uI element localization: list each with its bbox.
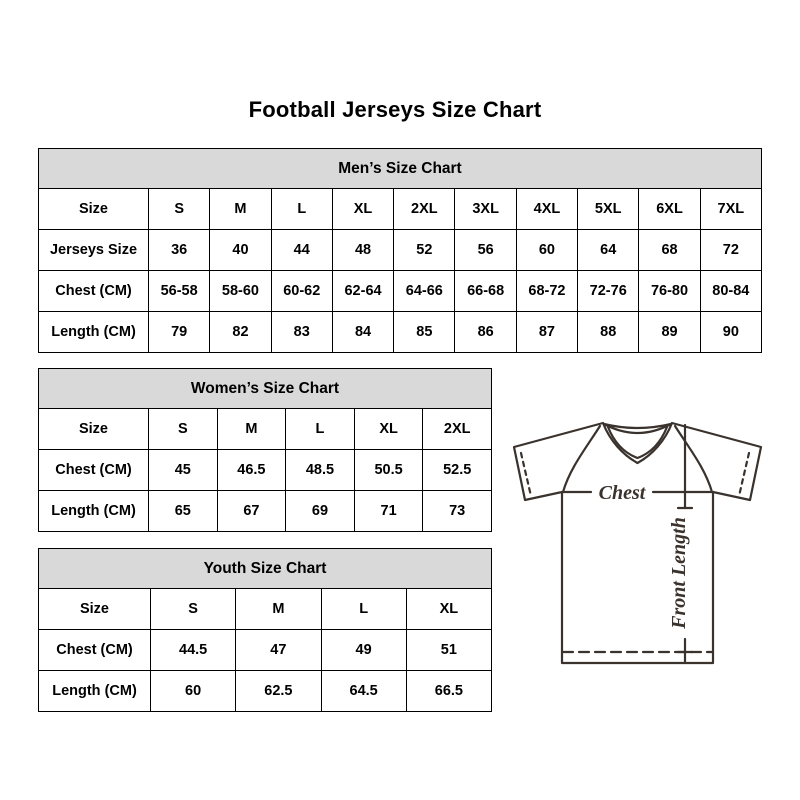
- front-length-measure-label: Front Length: [668, 517, 690, 629]
- table-cell: L: [321, 589, 406, 630]
- table-row: [39, 189, 762, 230]
- table-title: Youth Size Chart: [39, 549, 492, 589]
- table-cell: L: [286, 409, 355, 450]
- table-cell: S: [149, 189, 210, 230]
- table-cell: 65: [149, 491, 218, 532]
- youth-size-table: [38, 548, 492, 712]
- row-header-cell: Size: [39, 189, 149, 230]
- table-cell: 45: [149, 450, 218, 491]
- table-cell: 68-72: [516, 271, 577, 312]
- table-cell: 73: [423, 491, 492, 532]
- table-cell: 47: [236, 630, 321, 671]
- mens-size-table: [38, 148, 762, 353]
- row-header-cell: Chest (CM): [39, 630, 151, 671]
- table-cell: 79: [149, 312, 210, 353]
- table-cell: 62-64: [332, 271, 393, 312]
- table-cell: XL: [406, 589, 491, 630]
- table-cell: 64: [578, 230, 639, 271]
- womens-size-table: [38, 368, 492, 532]
- table-cell: 50.5: [354, 450, 423, 491]
- table-row: [39, 450, 492, 491]
- table-row: [39, 630, 492, 671]
- table-cell: 87: [516, 312, 577, 353]
- table-cell: 46.5: [217, 450, 286, 491]
- table-row: [39, 230, 762, 271]
- table-cell: 48: [332, 230, 393, 271]
- table-row: [39, 149, 762, 189]
- table-cell: 90: [700, 312, 761, 353]
- table-cell: M: [210, 189, 271, 230]
- table-cell: 68: [639, 230, 700, 271]
- table-cell: 5XL: [578, 189, 639, 230]
- page-title: Football Jerseys Size Chart: [248, 97, 542, 122]
- table-row: [39, 271, 762, 312]
- table-row: [39, 589, 492, 630]
- table-cell: 72-76: [578, 271, 639, 312]
- table-cell: 86: [455, 312, 516, 353]
- table-cell: M: [236, 589, 321, 630]
- table-row: [39, 491, 492, 532]
- table-row: [39, 312, 762, 353]
- row-header-cell: Length (CM): [39, 312, 149, 353]
- table-cell: 48.5: [286, 450, 355, 491]
- table-cell: 44: [271, 230, 332, 271]
- table-cell: 56-58: [149, 271, 210, 312]
- table-cell: 76-80: [639, 271, 700, 312]
- table-cell: 49: [321, 630, 406, 671]
- table-cell: 44.5: [151, 630, 236, 671]
- jersey-illustration-icon: [500, 400, 770, 690]
- table-cell: 71: [354, 491, 423, 532]
- row-header-cell: Size: [39, 589, 151, 630]
- table-row: [39, 409, 492, 450]
- table-cell: S: [151, 589, 236, 630]
- table-cell: 36: [149, 230, 210, 271]
- table-cell: L: [271, 189, 332, 230]
- table-cell: 3XL: [455, 189, 516, 230]
- table-cell: 64-66: [394, 271, 455, 312]
- table-cell: XL: [332, 189, 393, 230]
- table-cell: 51: [406, 630, 491, 671]
- row-header-cell: Chest (CM): [39, 271, 149, 312]
- table-cell: 83: [271, 312, 332, 353]
- table-cell: 52.5: [423, 450, 492, 491]
- row-header-cell: Size: [39, 409, 149, 450]
- table-cell: 40: [210, 230, 271, 271]
- table-title: Women’s Size Chart: [39, 369, 492, 409]
- table-cell: 6XL: [639, 189, 700, 230]
- table-cell: 69: [286, 491, 355, 532]
- table-cell: 67: [217, 491, 286, 532]
- table-cell: 84: [332, 312, 393, 353]
- table-cell: 2XL: [423, 409, 492, 450]
- table-cell: 52: [394, 230, 455, 271]
- row-header-cell: Length (CM): [39, 491, 149, 532]
- table-row: [39, 369, 492, 409]
- table-cell: 2XL: [394, 189, 455, 230]
- table-cell: 80-84: [700, 271, 761, 312]
- table-cell: XL: [354, 409, 423, 450]
- table-cell: 72: [700, 230, 761, 271]
- table-cell: 66.5: [406, 671, 491, 712]
- table-cell: M: [217, 409, 286, 450]
- table-cell: 7XL: [700, 189, 761, 230]
- table-cell: 82: [210, 312, 271, 353]
- row-header-cell: Chest (CM): [39, 450, 149, 491]
- chest-measure-label: Chest: [598, 482, 646, 504]
- table-cell: 64.5: [321, 671, 406, 712]
- table-cell: 60: [151, 671, 236, 712]
- table-cell: 60-62: [271, 271, 332, 312]
- row-header-cell: Jerseys Size: [39, 230, 149, 271]
- table-cell: S: [149, 409, 218, 450]
- table-row: [39, 549, 492, 589]
- table-cell: 85: [394, 312, 455, 353]
- table-cell: 89: [639, 312, 700, 353]
- row-header-cell: Length (CM): [39, 671, 151, 712]
- table-cell: 58-60: [210, 271, 271, 312]
- table-row: [39, 671, 492, 712]
- table-cell: 60: [516, 230, 577, 271]
- jersey-measurement-diagram: [500, 400, 770, 690]
- table-cell: 88: [578, 312, 639, 353]
- table-cell: 62.5: [236, 671, 321, 712]
- table-cell: 66-68: [455, 271, 516, 312]
- table-cell: 4XL: [516, 189, 577, 230]
- table-title: Men’s Size Chart: [39, 149, 762, 189]
- table-cell: 56: [455, 230, 516, 271]
